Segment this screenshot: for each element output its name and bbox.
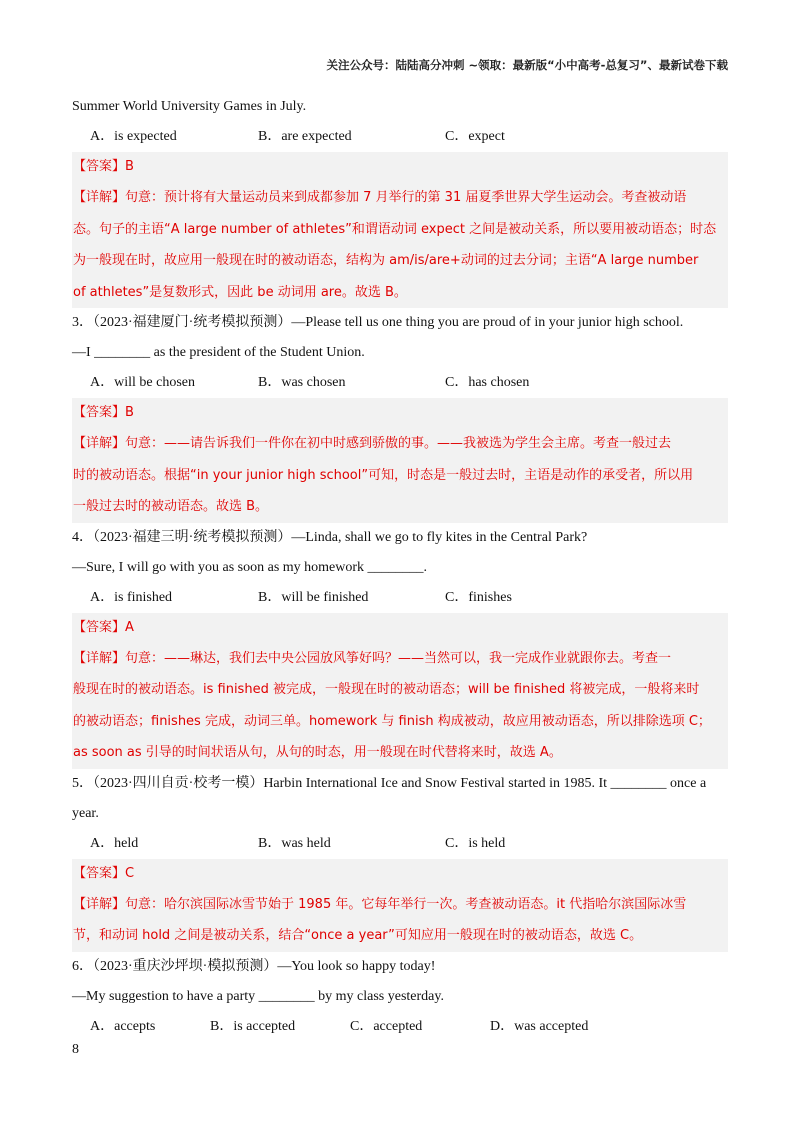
explanation-line: 【详解】句意：哈尔滨国际冰雪节始于 1985 年。它每年举行一次。考查被动语态。it 代指哈尔滨国际冰雪 [73, 896, 687, 912]
question-3-options [72, 368, 728, 398]
explanation-line: 的被动语态；finishes 完成，动词三单。homework 与 finish 构成被动，故应用被动语态，所以排除选项 C； [73, 713, 711, 729]
option-b: B．was held [258, 835, 331, 851]
answer-block-5 [72, 859, 728, 952]
option-c: C．accepted [350, 1018, 423, 1034]
explanation-line: 节，和动词 hold 之间是被动关系，结合“once a year”可知应用一般现在时的被动语态，故选 C。 [73, 928, 643, 943]
question-2-stem: Summer World University Games in July. [72, 99, 307, 114]
explanation-line: 一般过去时的被动语态。故选 B。 [73, 499, 269, 514]
option-a: A．accepts [90, 1018, 156, 1034]
option-c: C．finishes [445, 589, 512, 605]
option-b: B．was chosen [258, 375, 346, 390]
option-a: A．is expected [90, 129, 177, 144]
option-a: A．will be chosen [90, 375, 195, 390]
explanation-line: as soon as 引导的时间状语从句，从句的时态，用一般现在时代替将来时，故选 A。 [73, 745, 562, 760]
explanation-line: 般现在时的被动语态。is finished 被完成，一般现在时的被动语态；will be finished 将被完成，一般将来时 [73, 682, 700, 697]
option-b: B．will be finished [258, 589, 369, 605]
explanation-line: 【详解】句意：——请告诉我们一件你在初中时感到骄傲的事。——我被选为学生会主席。考查一般过去 [73, 436, 672, 451]
answer-block-4 [72, 613, 728, 769]
answer-label: 【答案】A [73, 619, 134, 635]
option-a: A．is finished [90, 589, 173, 605]
question-3-line-1: 3．（2023·福建厦门·统考模拟预测）—Please tell us one thing you are proud of in your junior high school. [72, 315, 684, 330]
answer-label: 【答案】B [73, 405, 134, 420]
question-5-line-1: 5．（2023·四川自贡·校考一模）Harbin International Ice and Snow Festival started in 1985. It ________ once a [72, 775, 707, 791]
option-c: C．is held [445, 835, 506, 851]
explanation-line: 【详解】句意：预计将有大量运动员来到成都参加 7 月举行的第 31 届夏季世界大学生运动会。考查被动语 [73, 190, 687, 205]
question-6-line-2: —My suggestion to have a party ________ by my class yesterday. [72, 988, 444, 1004]
explanation-line: 时的被动语态。根据“in your junior high school”可知，时态是一般过去时，主语是动作的承受者，所以用 [73, 467, 694, 483]
explanation-line: of athletes”是复数形式，因此 be 动词用 are。故选 B。 [73, 284, 407, 300]
question-4-line-2: —Sure, I will go with you as soon as my homework ________. [72, 559, 428, 575]
answer-label: 【答案】C [73, 865, 135, 881]
question-5-options [72, 829, 728, 859]
explanation-line: 【详解】句意：——琳达，我们去中央公园放风筝好吗？——当然可以，我一完成作业就跟你去。考查一 [73, 650, 672, 666]
page-header: 关注公众号：陆陆高分冲刺 ~领取：最新版“小中高考-总复习”、最新试卷下载 [326, 58, 728, 72]
question-2-options [72, 122, 728, 152]
page-content [72, 92, 728, 1042]
option-b: B．is accepted [210, 1018, 296, 1034]
option-d: D．was accepted [490, 1018, 589, 1034]
option-c: C．has chosen [445, 375, 530, 390]
answer-block-2 [72, 152, 728, 308]
explanation-line: 为一般现在时，故应用一般现在时的被动语态，结构为 am/is/are+动词的过去分词；主语“A large number [73, 253, 699, 268]
answer-block-3 [72, 398, 728, 523]
question-5-line-2: year. [72, 805, 99, 821]
question-4-options [72, 583, 728, 613]
question-3-line-2: —I ________ as the president of the Student Union. [72, 345, 365, 360]
explanation-line: 态。句子的主语“A large number of athletes”和谓语动词 expect 之间是被动关系，所以要用被动语态；时态 [73, 221, 717, 237]
question-4-line-1: 4．（2023·福建三明·统考模拟预测）—Linda, shall we go to fly kites in the Central Park? [72, 529, 588, 545]
question-6-options [72, 1012, 728, 1042]
option-b: B．are expected [258, 129, 352, 144]
page-number: 8 [72, 1042, 79, 1057]
answer-label: 【答案】B [73, 159, 134, 174]
question-6-line-1: 6．（2023·重庆沙坪坝·模拟预测）—You look so happy today! [72, 958, 436, 974]
option-a: A．held [90, 835, 139, 851]
option-c: C．expect [445, 129, 505, 144]
